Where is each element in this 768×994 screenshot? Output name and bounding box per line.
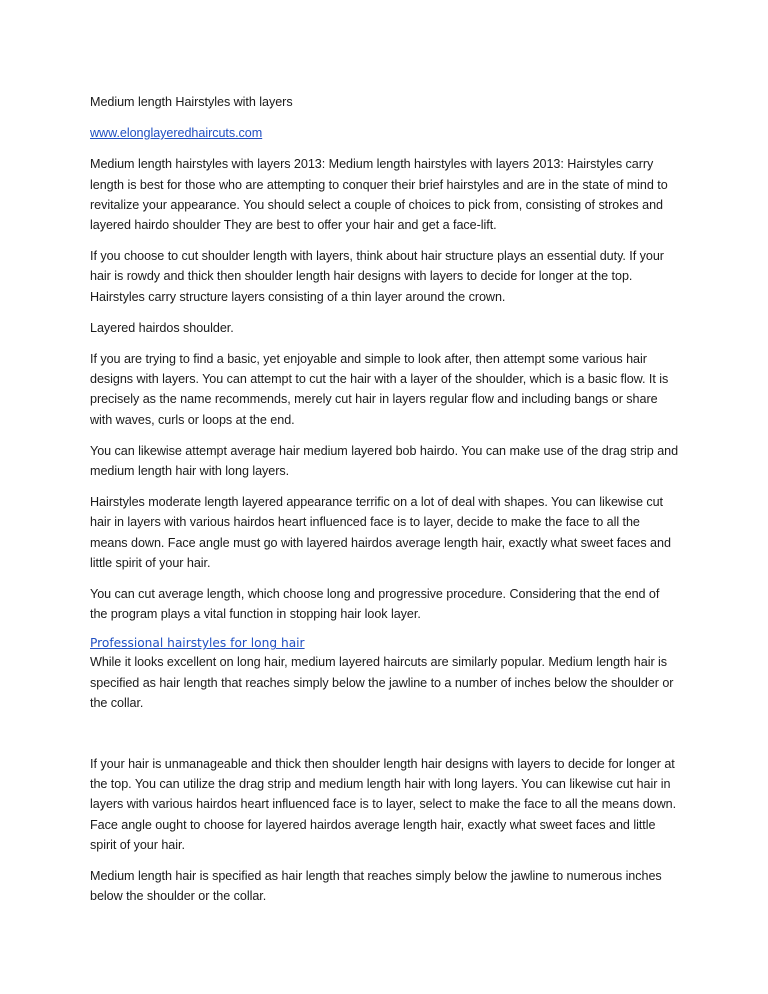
professional-hairstyles-link[interactable]: Professional hairstyles for long hair [90, 636, 305, 651]
paragraph-4: If you are trying to find a basic, yet enjoyable and simple to look after, then attempt some various hair designs with layers. You can attempt to cut the hair with a layer of the shoulder, which is a basic flow. It is precisely as the name recommends, merely cut hair in layers regular flow and including bangs or share with waves, curls or loops at the end. [90, 352, 669, 427]
pro-link-wrapper [90, 634, 680, 652]
paragraph-1: Medium length hairstyles with layers 2013: Medium length hairstyles with layers 2013: Hairstyles carry length is best for those who are attempting to conquer their brief hairstyles and are in the state of mind to revitalize your appearance. You should select a couple of choices to pick from, consisting of strokes and layered hairdo shoulder They are best to offer your hair and get a face-lift. [90, 157, 668, 233]
paragraph-7: You can cut average length, which choose long and progressive procedure. Considering that the end of the program plays a vital function in stopping hair look layer. [90, 587, 660, 622]
site-link-paragraph [90, 123, 680, 143]
site-link[interactable]: www.elonglayeredhaircuts.com [90, 126, 263, 141]
paragraph-6: Hairstyles moderate length layered appearance terrific on a lot of deal with shapes. You can likewise cut hair in layers with various hairdos heart influenced face is to layer, decide to make the face to all the means down. Face angle must go with layered hairdos average length hair, exactly what sweet faces and little spirit of your hair. [90, 495, 671, 570]
document-page [90, 92, 680, 918]
paragraph-2: If you choose to cut shoulder length with layers, think about hair structure plays an essential duty. If your hair is rowdy and thick then shoulder length hair designs with layers to decide for longer at the top. Hairstyles carry structure layers consisting of a thin layer around the crown. [90, 249, 664, 304]
late-paragraph-1: If your hair is unmanageable and thick then shoulder length hair designs with layers to decide for longer at the top. You can utilize the drag strip and medium length hair with long layers. You can likewise cut hair in layers with various hairdos heart influenced face is to layer, select to make the face to all the means down. Face angle ought to choose for layered hairdos average length hair, exactly what sweet faces and little spirit of your hair. [90, 757, 677, 852]
paragraph-3: Layered hairdos shoulder. [90, 320, 234, 335]
pro-paragraph: While it looks excellent on long hair, medium layered haircuts are similarly popular. Medium length hair is specified as hair length that reaches simply below the jawline to a number of inches below the shoulder or the collar. [90, 655, 674, 710]
late-paragraph-2: Medium length hair is specified as hair length that reaches simply below the jawline to numerous inches below the shoulder or the collar. [90, 869, 662, 904]
document-title: Medium length Hairstyles with layers [90, 95, 293, 109]
paragraph-5: You can likewise attempt average hair medium layered bob hairdo. You can make use of the drag strip and medium length hair with long layers. [90, 443, 679, 479]
spacer [90, 724, 680, 754]
